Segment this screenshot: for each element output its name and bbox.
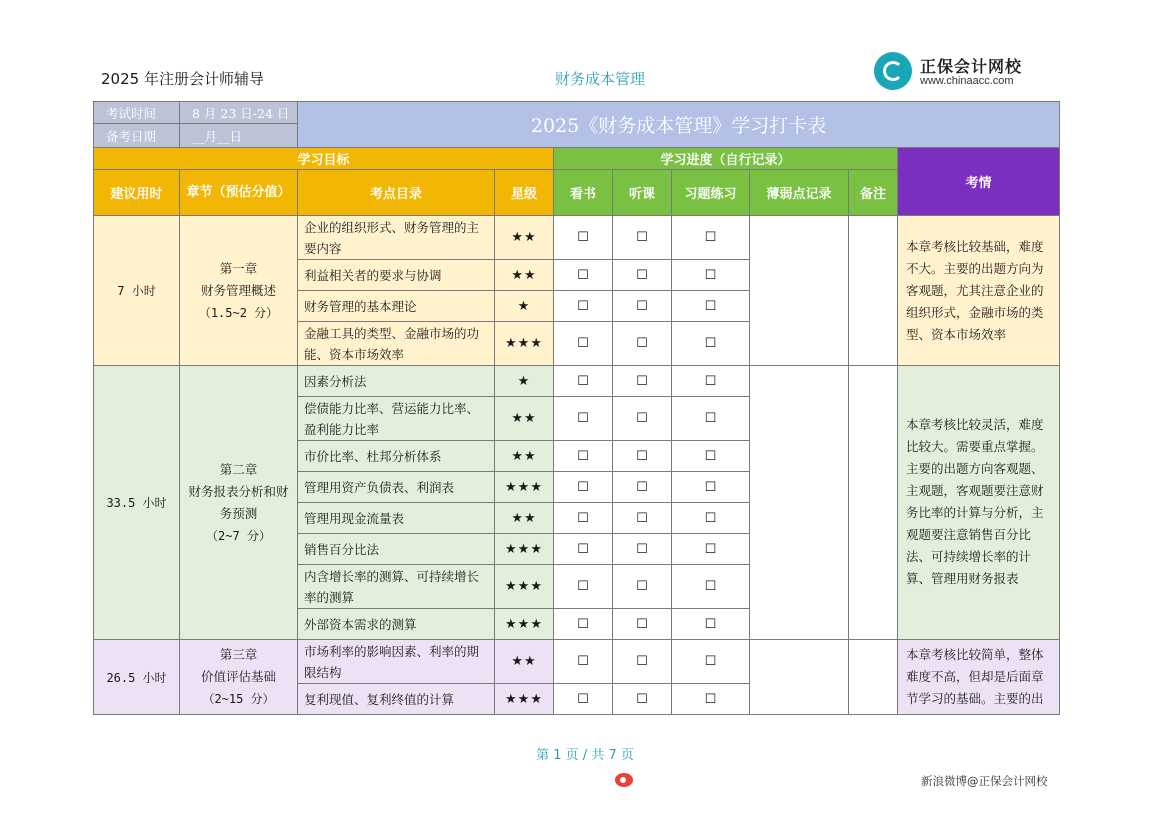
- chapter-cell: [180, 366, 298, 640]
- table-row: [94, 366, 1060, 397]
- chapter-cell: [180, 216, 298, 366]
- topic-name: 内含增长率的测算、可持续增长率的测算: [298, 565, 495, 609]
- col-topic: 考点目录: [298, 170, 495, 216]
- topic-stars: ★★★: [495, 609, 554, 640]
- logo-icon: [874, 52, 912, 90]
- checkbox-listen[interactable]: ☐: [613, 684, 672, 715]
- checkbox-listen[interactable]: ☐: [613, 216, 672, 260]
- checkbox-read[interactable]: ☐: [554, 216, 613, 260]
- checkbox-listen[interactable]: ☐: [613, 534, 672, 565]
- checkbox-read[interactable]: ☐: [554, 472, 613, 503]
- topic-name: 管理用资产负债表、利润表: [298, 472, 495, 503]
- checkbox-read[interactable]: ☐: [554, 503, 613, 534]
- chapter-suggested-time: 33.5 小时: [94, 366, 180, 640]
- checkbox-practice[interactable]: ☐: [672, 534, 750, 565]
- chapter-cell: [180, 640, 298, 715]
- checkbox-listen[interactable]: ☐: [613, 640, 672, 684]
- checkbox-practice[interactable]: ☐: [672, 291, 750, 322]
- table-row: [94, 216, 1060, 260]
- topic-name: 管理用现金流量表: [298, 503, 495, 534]
- checkbox-listen[interactable]: ☐: [613, 503, 672, 534]
- weak-points-cell[interactable]: [750, 216, 849, 366]
- exam-analysis: [898, 366, 1060, 640]
- checkbox-practice[interactable]: ☐: [672, 684, 750, 715]
- topic-name: 利益相关者的要求与协调: [298, 260, 495, 291]
- weibo-icon: [615, 773, 633, 787]
- notes-cell[interactable]: [849, 216, 898, 366]
- group-exam-info: 考情: [898, 148, 1060, 216]
- subject-title: 财务成本管理: [555, 70, 646, 88]
- chapter-name: 第二章: [219, 461, 258, 477]
- topic-stars: ★★: [495, 397, 554, 441]
- checkbox-listen[interactable]: ☐: [613, 565, 672, 609]
- checkbox-practice[interactable]: ☐: [672, 397, 750, 441]
- chapter-score: （2~7 分）: [206, 528, 271, 543]
- logo-url: www.chinaacc.com: [920, 75, 1014, 87]
- checkbox-read[interactable]: ☐: [554, 397, 613, 441]
- exam-analysis: [898, 216, 1060, 366]
- topic-stars: ★★: [495, 640, 554, 684]
- group-study-progress: 学习进度（自行记录）: [554, 148, 898, 170]
- table-title: 2025《财务成本管理》学习打卡表: [298, 102, 1060, 148]
- topic-stars: ★★★: [495, 684, 554, 715]
- col-chapter: 章节（预估分值）: [180, 170, 298, 216]
- checkbox-listen[interactable]: ☐: [613, 441, 672, 472]
- topic-name: 因素分析法: [298, 366, 495, 397]
- checkbox-practice[interactable]: ☐: [672, 503, 750, 534]
- topic-stars: ★★★: [495, 472, 554, 503]
- topic-stars: ★★★: [495, 565, 554, 609]
- col-listen: 听课: [613, 170, 672, 216]
- topic-stars: ★★: [495, 503, 554, 534]
- checkbox-listen[interactable]: ☐: [613, 366, 672, 397]
- prep-date-value: __月__日: [180, 124, 298, 148]
- checkbox-listen[interactable]: ☐: [613, 609, 672, 640]
- checkbox-practice[interactable]: ☐: [672, 366, 750, 397]
- checkbox-read[interactable]: ☐: [554, 534, 613, 565]
- checkbox-read[interactable]: ☐: [554, 441, 613, 472]
- logo-name: 正保会计网校: [920, 57, 1023, 76]
- topic-stars: ★★★: [495, 322, 554, 366]
- checkbox-practice[interactable]: ☐: [672, 216, 750, 260]
- topic-name: 偿债能力比率、营运能力比率、盈利能力比率: [298, 397, 495, 441]
- chapter-score: （2~15 分）: [202, 692, 275, 706]
- topic-name: 金融工具的类型、金融市场的功能、资本市场效率: [298, 322, 495, 366]
- topic-name: 销售百分比法: [298, 534, 495, 565]
- topic-stars: ★★: [495, 441, 554, 472]
- topic-name: 复利现值、复利终值的计算: [298, 684, 495, 715]
- topic-stars: ★: [495, 291, 554, 322]
- checkbox-read[interactable]: ☐: [554, 640, 613, 684]
- topic-name: 市价比率、杜邦分析体系: [298, 441, 495, 472]
- checkbox-practice[interactable]: ☐: [672, 609, 750, 640]
- topic-stars: ★: [495, 366, 554, 397]
- weak-points-cell[interactable]: [750, 366, 849, 640]
- topic-name: 外部资本需求的测算: [298, 609, 495, 640]
- course-title: 2025 年注册会计师辅导: [101, 70, 264, 88]
- checkbox-listen[interactable]: ☐: [613, 397, 672, 441]
- chapter-title: 价值评估基础: [200, 669, 276, 684]
- weibo-account: 新浪微博@正保会计网校: [921, 774, 1048, 788]
- col-notes: 备注: [849, 170, 898, 216]
- exam-time-label: 考试时间: [94, 102, 180, 124]
- checkbox-read[interactable]: ☐: [554, 291, 613, 322]
- chapter-name: 第三章: [219, 647, 258, 662]
- exam-analysis-text: 本章考核比较简单，整体难度不高，但却是后面章节学习的基础。主要的出: [906, 647, 1044, 706]
- topic-stars: ★★: [495, 260, 554, 291]
- page-indicator: 第 1 页 / 共 7 页: [536, 748, 634, 763]
- col-suggested-time: 建议用时: [94, 170, 180, 216]
- checkbox-read[interactable]: ☐: [554, 565, 613, 609]
- topic-name: 财务管理的基本理论: [298, 291, 495, 322]
- col-practice: 习题练习: [672, 170, 750, 216]
- chapter-name: 第一章: [219, 260, 258, 276]
- checkbox-practice[interactable]: ☐: [672, 322, 750, 366]
- notes-cell[interactable]: [849, 366, 898, 640]
- checkbox-read[interactable]: ☐: [554, 684, 613, 715]
- table-row: [94, 640, 1060, 684]
- weak-points-cell[interactable]: [750, 640, 849, 715]
- topic-name: 企业的组织形式、财务管理的主要内容: [298, 216, 495, 260]
- chapter-title: 财务报表分析和财务预测: [188, 483, 289, 521]
- checkbox-listen[interactable]: ☐: [613, 291, 672, 322]
- exam-analysis: [898, 640, 1060, 715]
- checkbox-practice[interactable]: ☐: [672, 472, 750, 503]
- exam-time-value: 8 月 23 日-24 日: [180, 102, 298, 124]
- col-stars: 星级: [495, 170, 554, 216]
- checkbox-read[interactable]: ☐: [554, 609, 613, 640]
- prep-date-label: 备考日期: [94, 124, 180, 148]
- chapter-suggested-time: 7 小时: [94, 216, 180, 366]
- col-read: 看书: [554, 170, 613, 216]
- notes-cell[interactable]: [849, 640, 898, 715]
- topic-name: 市场利率的影响因素、利率的期限结构: [298, 640, 495, 684]
- checkbox-listen[interactable]: ☐: [613, 260, 672, 291]
- checkbox-practice[interactable]: ☐: [672, 640, 750, 684]
- chapter-score: （1.5~2 分）: [198, 305, 279, 320]
- checkbox-practice[interactable]: ☐: [672, 441, 750, 472]
- exam-analysis-text: 本章考核比较灵活，难度比较大。需要重点掌握。主要的出题方向客观题、主观题，客观题要注意财务比率的计算与分析，主观题要注意销售百分比法、可持续增长率的计算、管理用财务报表: [906, 417, 1044, 586]
- checkbox-read[interactable]: ☐: [554, 260, 613, 291]
- topic-stars: ★★: [495, 216, 554, 260]
- study-checkin-table: [93, 101, 1060, 715]
- chapter-title: 财务管理概述: [200, 282, 276, 298]
- col-weak-points: 薄弱点记录: [750, 170, 849, 216]
- checkbox-practice[interactable]: ☐: [672, 565, 750, 609]
- group-study-goal: 学习目标: [94, 148, 554, 170]
- checkbox-practice[interactable]: ☐: [672, 260, 750, 291]
- chapter-suggested-time: 26.5 小时: [94, 640, 180, 715]
- checkbox-listen[interactable]: ☐: [613, 472, 672, 503]
- checkbox-read[interactable]: ☐: [554, 366, 613, 397]
- topic-stars: ★★★: [495, 534, 554, 565]
- checkbox-listen[interactable]: ☐: [613, 322, 672, 366]
- school-logo: [874, 52, 1044, 94]
- exam-analysis-text: 本章考核比较基础，难度不大。主要的出题方向为客观题，尤其注意企业的组织形式，金融市场的类型、资本市场效率: [906, 239, 1044, 342]
- checkbox-read[interactable]: ☐: [554, 322, 613, 366]
